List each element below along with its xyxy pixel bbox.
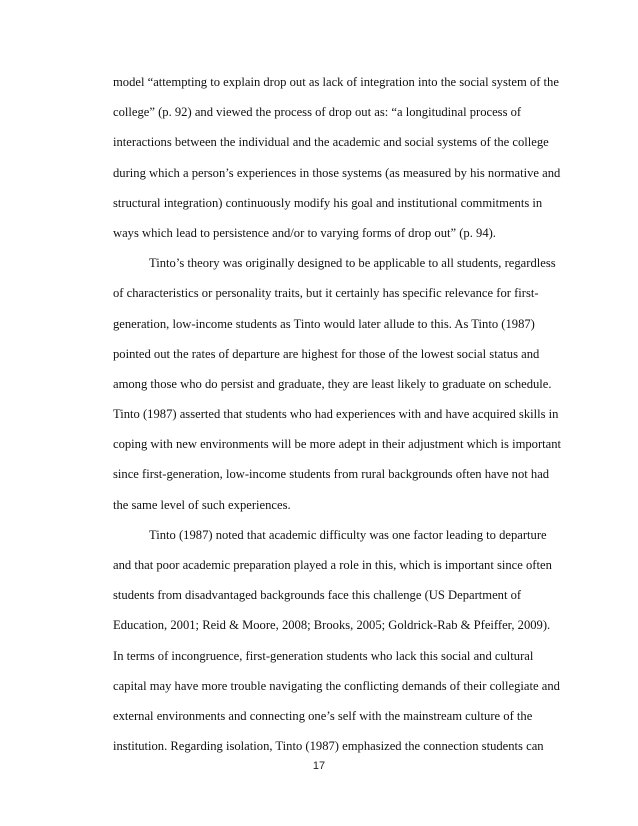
text-line: during which a person’s experiences in those systems (as measured by his normative and [113, 165, 561, 180]
body-text [113, 67, 562, 761]
text-line: interactions between the individual and the academic and social systems of the college [113, 135, 549, 150]
text-line: students from disadvantaged backgrounds face this challenge (US Department of [113, 588, 522, 603]
text-line: model “attempting to explain drop out as lack of integration into the social system of the [113, 75, 559, 89]
text-line: and that poor academic preparation played a role in this, which is important since often [113, 558, 552, 572]
text-line: Tinto (1987) asserted that students who had experiences with and have acquired skills in [113, 407, 559, 422]
text-line: institution. Regarding isolation, Tinto (1987) emphasized the connection students can [113, 739, 544, 754]
text-line: external environments and connecting one’s self with the mainstream culture of the [113, 708, 533, 723]
page-number: 17 [312, 760, 326, 772]
text-line: college” (p. 92) and viewed the process of drop out as: “a longitudinal process of [113, 105, 522, 120]
text-line: structural integration) continuously modify his goal and institutional commitments in [113, 195, 543, 210]
text-line: since first-generation, low-income students from rural backgrounds often have not had [113, 467, 550, 482]
text-line: Tinto’s theory was originally designed to be applicable to all students, regardless [149, 256, 556, 271]
text-line: pointed out the rates of departure are highest for those of the lowest social status and [113, 346, 540, 361]
text-line: Education, 2001; Reid & Moore, 2008; Brooks, 2005; Goldrick-Rab & Pfeiffer, 2009). [113, 618, 551, 633]
text-line: of characteristics or personality traits, but it certainly has specific relevance for first- [113, 286, 539, 301]
text-line: capital may have more trouble navigating the conflicting demands of their collegiate and [113, 678, 560, 693]
text-line: Tinto (1987) noted that academic difficulty was one factor leading to departure [149, 527, 547, 542]
text-line: among those who do persist and graduate, they are least likely to graduate on schedule. [113, 376, 552, 391]
text-line: the same level of such experiences. [113, 497, 291, 512]
text-line: generation, low-income students as Tinto would later allude to this. As Tinto (1987) [113, 316, 535, 331]
text-line: ways which lead to persistence and/or to varying forms of drop out” (p. 94). [113, 225, 496, 240]
text-line: In terms of incongruence, first-generation students who lack this social and cultural [113, 648, 534, 663]
text-line: coping with new environments will be more adept in their adjustment which is important [113, 437, 562, 452]
